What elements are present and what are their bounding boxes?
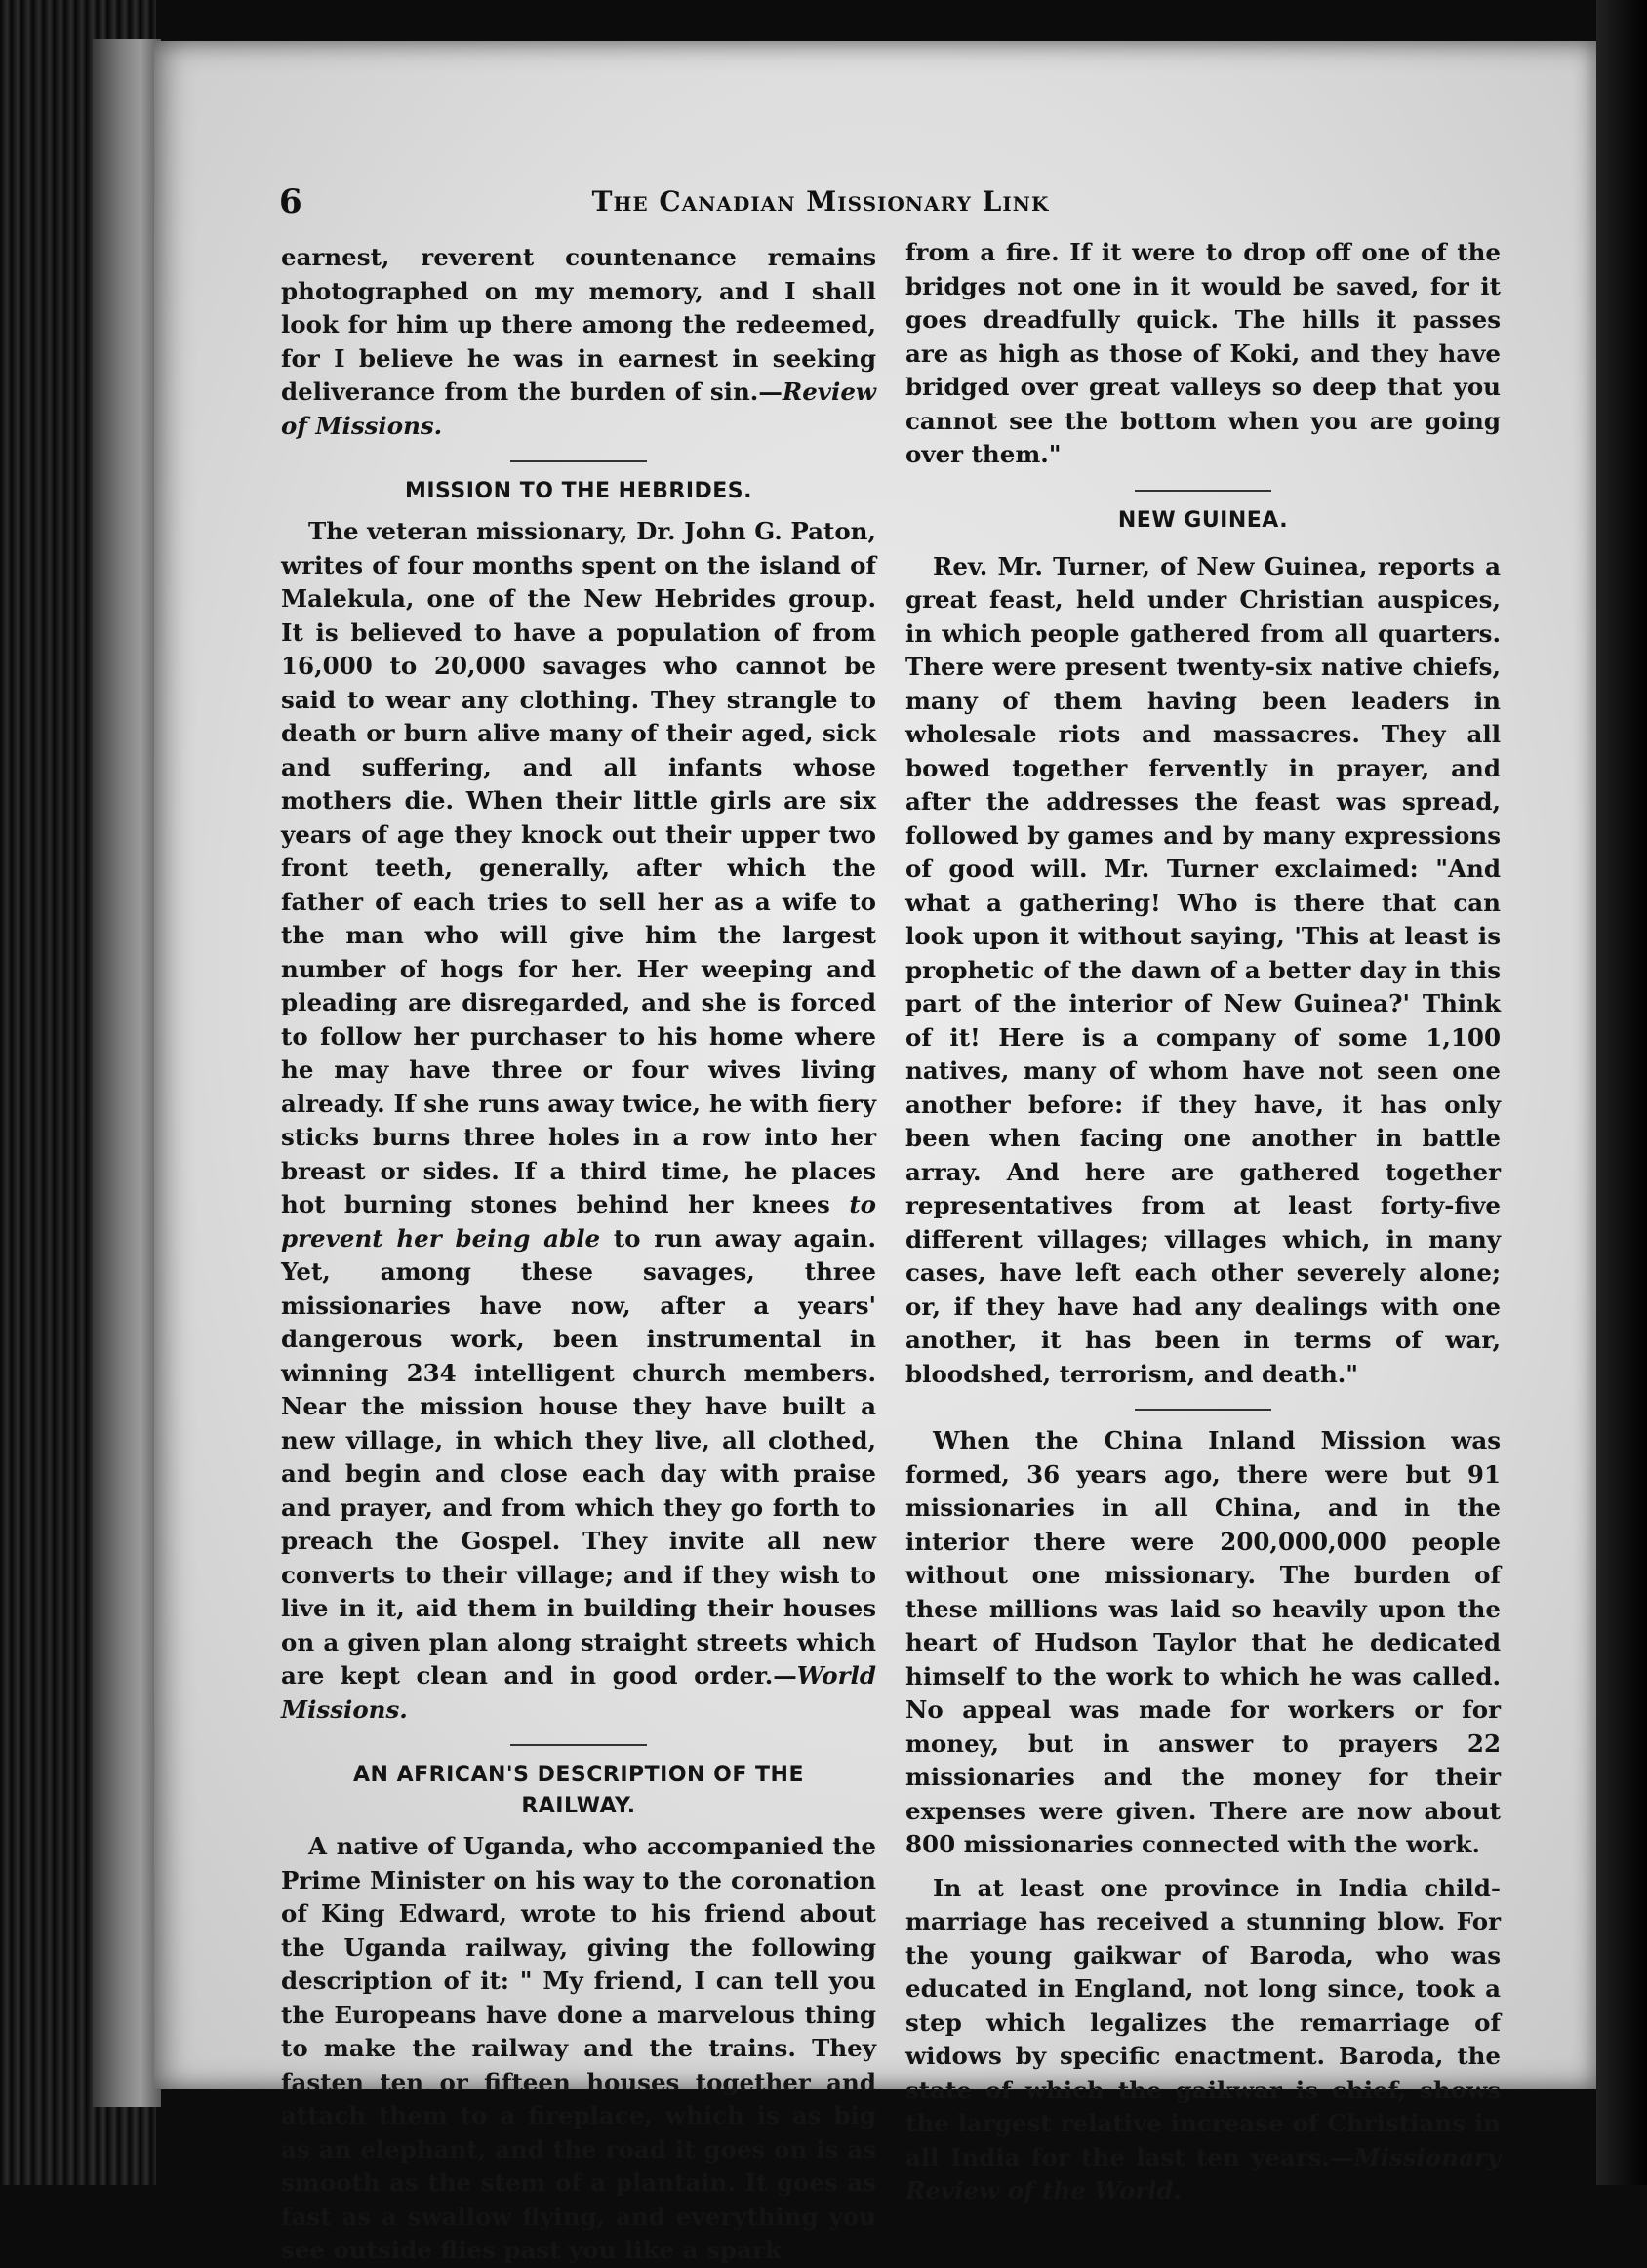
right-column bbox=[905, 236, 1501, 2208]
india-text: In at least one province in India child-marriage has received a stunning blow. For the young gaikwar of Baroda, who was educated in England, not long since, took a step which legalizes the remarriage of widows by specific enactment. Baroda, the state of which the gaikwar is chief, shows the largest relative increase of Christians in all India for the last ten years.— bbox=[905, 1873, 1501, 2171]
new-guinea-paragraph: Rev. Mr. Turner, of New Guinea, reports a great feast, held under Christian auspices, in which people gathered from all quarters. There were present twenty-six native chiefs, many of them having been leaders in wholesale riots and massacres. They all bowed together fervently in prayer, and after the addresses the feast was spread, followed by games and by many expressions of good will. Mr. Turner exclaimed: "And what a gathering! Who is there that can look upon it without saying, 'This at least is prophetic of the dawn of a better day in this part of the interior of New Guinea?' Think of it! Here is a company of some 1,100 natives, many of whom have not seen one another before: if they have, it has only been when facing one another in battle array. And here are gathered together representatives from at least forty-five different villages; villages which, in many cases, have left each other severely alone; or, if they have had any dealings with one another, it has been in terms of war, bloodshed, terrorism, and death." bbox=[905, 551, 1501, 1388]
hebrides-text-b: to run away again. Yet, among these savages, three missionaries have now, after a years' dangerous work, been instrumental in winning 234 intelligent church members. Near the mission house they have built a new village, in which they live, all clothed, and begin and close each day with praise and prayer, and from which they go forth to preach the Gospel. They invite all new converts to their village; and if they wish to live in it, aid them in building their houses on a given plan along straight streets which are kept clean and in good order.— bbox=[281, 1223, 876, 1690]
railway-heading-line2: RAILWAY. bbox=[521, 1794, 636, 1818]
page-number: 6 bbox=[279, 182, 302, 221]
hebrides-citation: World Missions. bbox=[281, 1661, 876, 1724]
left-column bbox=[281, 241, 876, 2268]
intro-text: earnest, reverent countenance remains photographed on my memory, and I shall look for him up there among the redeemed, for I believe he was in earnest in seeking deliverance from the burden of sin.— bbox=[281, 243, 876, 406]
railway-paragraph: A native of Uganda, who accompanied the Prime Minister on his way to the coronation of King Edward, wrote to his friend about the Uganda railway, giving the following description of it: " My friend, I can tell you the Europeans have done a marvelous thing to make the railway and the trains. They fasten ten or fifteen houses together and attach them to a fireplace, which is as big as an elephant, and the road it goes on is as smooth as the stem of a plantain. It goes as fast as a swallow flying, and everything you see outside flies past you like a spark bbox=[281, 1832, 876, 2264]
scan-border bbox=[1596, 0, 1647, 2185]
railway-heading-line1: AN AFRICAN'S DESCRIPTION OF THE bbox=[353, 1763, 804, 1787]
hebrides-emphasis: to prevent her being able bbox=[281, 1190, 876, 1253]
railway-heading bbox=[281, 1760, 876, 1822]
intro-citation: Review of Missions. bbox=[281, 378, 876, 440]
section-divider bbox=[1135, 1409, 1271, 1411]
section-divider bbox=[1135, 490, 1271, 492]
intro-paragraph bbox=[281, 241, 876, 443]
running-title: The Canadian Missionary Link bbox=[591, 185, 1050, 218]
section-divider bbox=[510, 460, 647, 462]
hebrides-paragraph bbox=[281, 515, 876, 1727]
page-edges bbox=[93, 39, 161, 2107]
hebrides-text-a: The veteran missionary, Dr. John G. Paton, writes of four months spent on the island of Malekula, one of the New Hebrides group. It is believed to have a population of from 16,000 to 20,000 savages who cannot be said to wear any clothing. They strangle to death or burn alive many of their aged, sick and suffering, and all infants whose mothers die. When their little girls are six years of age they knock out their upper two front teeth, generally, after which the father of each tries to sell her as a wife to the man who will give him the largest number of hogs for her. Her weeping and pleading are disregarded, and she is forced to follow her purchaser to his home where he may have three or four wives living already. If she runs away twice, he with fiery sticks burns three holes in a row into her breast or sides. If a third time, he places hot burning stones behind her knees bbox=[281, 517, 876, 1218]
hebrides-heading: MISSION TO THE HEBRIDES. bbox=[404, 479, 753, 503]
china-paragraph: When the China Inland Mission was formed, 36 years ago, there were but 91 missionaries in all China, and in the interior there were 200,000,000 people without one missionary. The burden of these millions was laid so heavily upon the heart of Hudson Taylor that he dedicated himself to the work to which he was called. No appeal was made for workers or for money, but in answer to prayers 22 missionaries and the money for their expenses were given. There are now about 800 missionaries connected with the work. bbox=[905, 1426, 1501, 1858]
new-guinea-heading: NEW GUINEA. bbox=[1117, 507, 1289, 533]
page-header bbox=[279, 178, 1362, 236]
railway-continued-paragraph: from a fire. If it were to drop off one of the bridges not one in it would be saved, for it goes dreadfully quick. The hills it passes are as high as those of Koki, and they have bridged over great valleys so deep that you cannot see the bottom when you are going over them." bbox=[905, 238, 1501, 468]
section-divider bbox=[510, 1744, 647, 1746]
india-paragraph bbox=[905, 1872, 1501, 2208]
page bbox=[154, 41, 1596, 2264]
india-citation: Missionary Review of the World. bbox=[905, 2142, 1501, 2205]
